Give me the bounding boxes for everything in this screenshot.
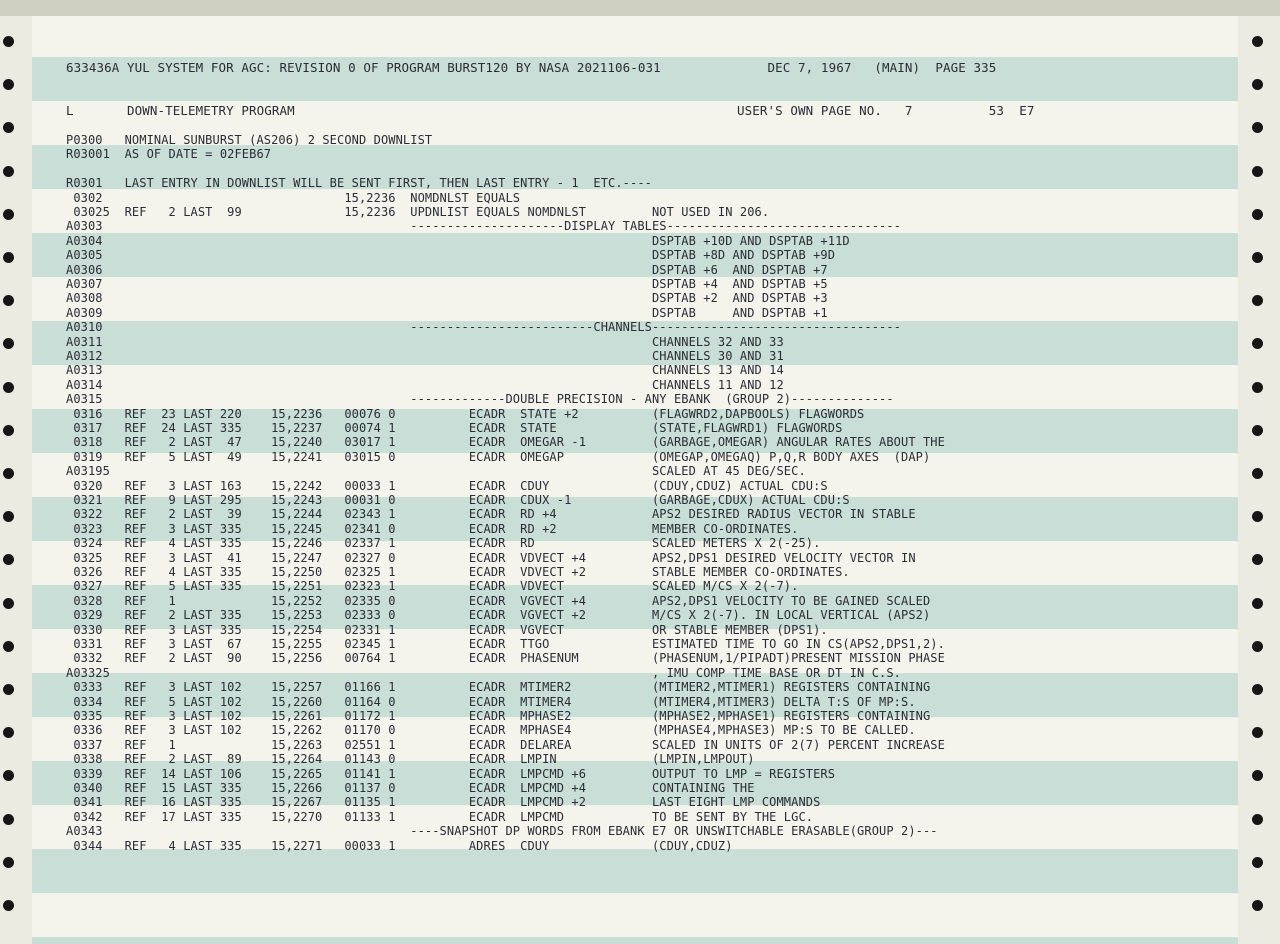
sprocket-hole — [1252, 684, 1263, 695]
sprocket-hole — [1252, 338, 1263, 349]
listing-line: A0312 CHANNELS 30 AND 31 — [66, 349, 784, 363]
listing-line: A0303 ---------------------DISPLAY TABLES-------------------------------- — [66, 219, 902, 234]
sprocket-hole — [1252, 814, 1263, 825]
listing-line: 0302 15,2236 NOMDNLST EQUALS — [66, 190, 521, 205]
sprocket-hole — [1252, 727, 1263, 738]
listing-line: 0325 REF 3 LAST 41 15,2247 02327 0 ECADR VDVECT +4 APS2,DPS1 DESIRED VELOCITY VECTOR IN — [66, 550, 916, 565]
sprocket-hole — [1252, 857, 1263, 868]
sprocket-hole — [1252, 598, 1263, 609]
listing-line: 0335 REF 3 LAST 102 15,2261 01172 1 ECADR MPHASE2 (MPHASE2,MPHASE1) REGISTERS CONTAINING — [66, 709, 931, 723]
listing-line: 0338 REF 2 LAST 89 15,2264 01143 0 ECADR LMPIN (LMPIN,LMPOUT) — [66, 752, 755, 767]
listing-line: 0316 REF 23 LAST 220 15,2236 00076 0 ECADR STATE +2 (FLAGWRD2,DAPBOOLS) FLAGWORDS — [66, 406, 865, 421]
sprocket-hole — [1252, 468, 1263, 479]
listing-line: 0327 REF 5 LAST 335 15,2251 02323 1 ECADR VDVECT SCALED M/CS X 2(-7). — [66, 579, 799, 594]
listing-line: 0324 REF 4 LAST 335 15,2246 02337 1 ECADR RD SCALED METERS X 2(-25). — [66, 536, 821, 551]
listing-line: 0330 REF 3 LAST 335 15,2254 02331 1 ECADR VGVECT OR STABLE MEMBER (DPS1). — [66, 622, 828, 637]
sprocket-hole — [1252, 36, 1263, 47]
listing-line: A03325 , IMU COMP TIME BASE OR DT IN C.S. — [66, 665, 902, 680]
header-line-1: 633436A YUL SYSTEM FOR AGC: REVISION 0 OF PROGRAM BURST120 BY NASA 2021106-031 DEC 7, 1967 (MAIN) PAGE 335 — [66, 60, 997, 75]
listing-line: R03001 AS OF DATE = 02FEB67 — [66, 147, 272, 162]
sprocket-hole — [3, 900, 14, 911]
sprocket-hole — [1252, 382, 1263, 393]
listing-line: A0304 DSPTAB +10D AND DSPTAB +11D — [66, 233, 850, 248]
listing-line: 0329 REF 2 LAST 335 15,2253 02333 0 ECADR VGVECT +2 M/CS X 2(-7). IN LOCAL VERTICAL (APS2) — [66, 608, 931, 623]
sprocket-hole — [1252, 295, 1263, 306]
listing-line: 0319 REF 5 LAST 49 15,2241 03015 0 ECADR OMEGAP (OMEGAP,OMEGAQ) P,Q,R BODY AXES (DAP) — [66, 449, 931, 464]
sprocket-hole — [1252, 252, 1263, 263]
paper-top-edge — [0, 0, 1280, 16]
listing-line: 0336 REF 3 LAST 102 15,2262 01170 0 ECADR MPHASE4 (MPHASE4,MPHASE3) MP:S TO BE CALLED. — [66, 723, 916, 738]
header-line-2: L DOWN-TELEMETRY PROGRAM USER'S OWN PAGE NO. 7 53 E7 — [66, 103, 1035, 118]
listing-line: 0341 REF 16 LAST 335 15,2267 01135 1 ECADR LMPCMD +2 LAST EIGHT LMP COMMANDS — [66, 795, 821, 810]
listing-line: A0311 CHANNELS 32 AND 33 — [66, 334, 784, 349]
sprocket-hole — [3, 554, 14, 565]
listing-line: 0340 REF 15 LAST 335 15,2266 01137 0 ECADR LMPCMD +4 CONTAINING THE — [66, 781, 755, 795]
listing-line: 0322 REF 2 LAST 39 15,2244 02343 1 ECADR RD +4 APS2 DESIRED RADIUS VECTOR IN STABLE — [66, 507, 916, 522]
sprocket-hole — [3, 684, 14, 695]
listing-line: 03025 REF 2 LAST 99 15,2236 UPDNLIST EQUALS NOMDNLST NOT USED IN 206. — [66, 205, 770, 219]
listing-line: A0313 CHANNELS 13 AND 14 — [66, 363, 784, 378]
listing-line: 0321 REF 9 LAST 295 15,2243 00031 0 ECADR CDUX -1 (GARBAGE,CDUX) ACTUAL CDU:S — [66, 493, 850, 507]
sprocket-hole — [3, 598, 14, 609]
listing-line: A0306 DSPTAB +6 AND DSPTAB +7 — [66, 262, 828, 277]
sprocket-hole — [1252, 209, 1263, 220]
listing-line: A0343 ----SNAPSHOT DP WORDS FROM EBANK E7 OR UNSWITCHABLE ERASABLE(GROUP 2)--- — [66, 824, 938, 839]
listing-line: 0317 REF 24 LAST 335 15,2237 00074 1 ECADR STATE (STATE,FLAGWRD1) FLAGWORDS — [66, 421, 843, 435]
listing-line: 0342 REF 17 LAST 335 15,2270 01133 1 ECADR LMPCMD TO BE SENT BY THE LGC. — [66, 809, 814, 824]
listing-line: A0308 DSPTAB +2 AND DSPTAB +3 — [66, 291, 828, 306]
sprocket-hole — [3, 295, 14, 306]
sprocket-hole — [3, 338, 14, 349]
sprocket-hole — [3, 36, 14, 47]
listing-line: 0337 REF 1 15,2263 02551 1 ECADR DELAREA SCALED IN UNITS OF 2(7) PERCENT INCREASE — [66, 737, 945, 752]
listing-line: R0301 LAST ENTRY IN DOWNLIST WILL BE SENT FIRST, THEN LAST ENTRY - 1 ETC.---- — [66, 176, 652, 191]
sprocket-hole — [1252, 425, 1263, 436]
listing-line: 0339 REF 14 LAST 106 15,2265 01141 1 ECADR LMPCMD +6 OUTPUT TO LMP = REGISTERS — [66, 766, 836, 781]
sprocket-hole — [3, 727, 14, 738]
listing-line: A0315 -------------DOUBLE PRECISION - ANY EBANK (GROUP 2)-------------- — [66, 392, 894, 407]
listing-line: 0326 REF 4 LAST 335 15,2250 02325 1 ECADR VDVECT +2 STABLE MEMBER CO-ORDINATES. — [66, 565, 850, 579]
listing-line: A0314 CHANNELS 11 AND 12 — [66, 377, 784, 392]
listing-line: A0305 DSPTAB +8D AND DSPTAB +9D — [66, 248, 836, 263]
sprocket-hole — [1252, 770, 1263, 781]
sprocket-hole — [3, 382, 14, 393]
listing-line: 0320 REF 3 LAST 163 15,2242 00033 1 ECADR CDUY (CDUY,CDUZ) ACTUAL CDU:S — [66, 478, 828, 493]
sprocket-hole — [3, 857, 14, 868]
sprocket-hole — [3, 209, 14, 220]
listing-line: A03195 SCALED AT 45 DEG/SEC. — [66, 464, 806, 479]
sprocket-hole — [1252, 900, 1263, 911]
listing-line: A0310 -------------------------CHANNELS---------------------------------- — [66, 320, 902, 335]
listing-line: 0344 REF 4 LAST 335 15,2271 00033 1 ADRES CDUY (CDUY,CDUZ) — [66, 838, 733, 853]
sprocket-hole — [3, 252, 14, 263]
sprocket-hole — [1252, 79, 1263, 90]
sprocket-hole — [1252, 122, 1263, 133]
sprocket-hole — [1252, 554, 1263, 565]
listing-line: 0318 REF 2 LAST 47 15,2240 03017 1 ECADR OMEGAR -1 (GARBAGE,OMEGAR) ANGULAR RATES ABOUT THE — [66, 435, 945, 450]
listing-line: A0309 DSPTAB AND DSPTAB +1 — [66, 305, 828, 320]
sprocket-hole — [3, 511, 14, 522]
listing-line: P0300 NOMINAL SUNBURST (AS206) 2 SECOND DOWNLIST — [66, 133, 433, 147]
sprocket-hole — [3, 770, 14, 781]
listing-line: 0323 REF 3 LAST 335 15,2245 02341 0 ECADR RD +2 MEMBER CO-ORDINATES. — [66, 521, 799, 536]
listing-line: 0334 REF 5 LAST 102 15,2260 01164 0 ECADR MTIMER4 (MTIMER4,MTIMER3) DELTA T:S OF MP:S. — [66, 694, 916, 709]
listing-line: 0333 REF 3 LAST 102 15,2257 01166 1 ECADR MTIMER2 (MTIMER2,MTIMER1) REGISTERS CONTAINING — [66, 680, 931, 695]
listing-line: 0328 REF 1 15,2252 02335 0 ECADR VGVECT +4 APS2,DPS1 VELOCITY TO BE GAINED SCALED — [66, 593, 931, 608]
sprocket-hole — [3, 425, 14, 436]
sprocket-hole — [1252, 166, 1263, 177]
sprocket-hole — [3, 122, 14, 133]
sprocket-hole — [3, 814, 14, 825]
sprocket-hole — [3, 468, 14, 479]
sprocket-hole — [3, 641, 14, 652]
listing-line: A0307 DSPTAB +4 AND DSPTAB +5 — [66, 277, 828, 291]
listing-line: 0331 REF 3 LAST 67 15,2255 02345 1 ECADR TTGO ESTIMATED TIME TO GO IN CS(APS2,DPS1,2). — [66, 637, 945, 651]
listing-line: 0332 REF 2 LAST 90 15,2256 00764 1 ECADR PHASENUM (PHASENUM,1/PIPADT)PRESENT MISSION PHASE — [66, 651, 945, 666]
sprocket-hole — [3, 79, 14, 90]
sprocket-hole — [1252, 511, 1263, 522]
sprocket-hole — [3, 166, 14, 177]
sprocket-hole — [1252, 641, 1263, 652]
